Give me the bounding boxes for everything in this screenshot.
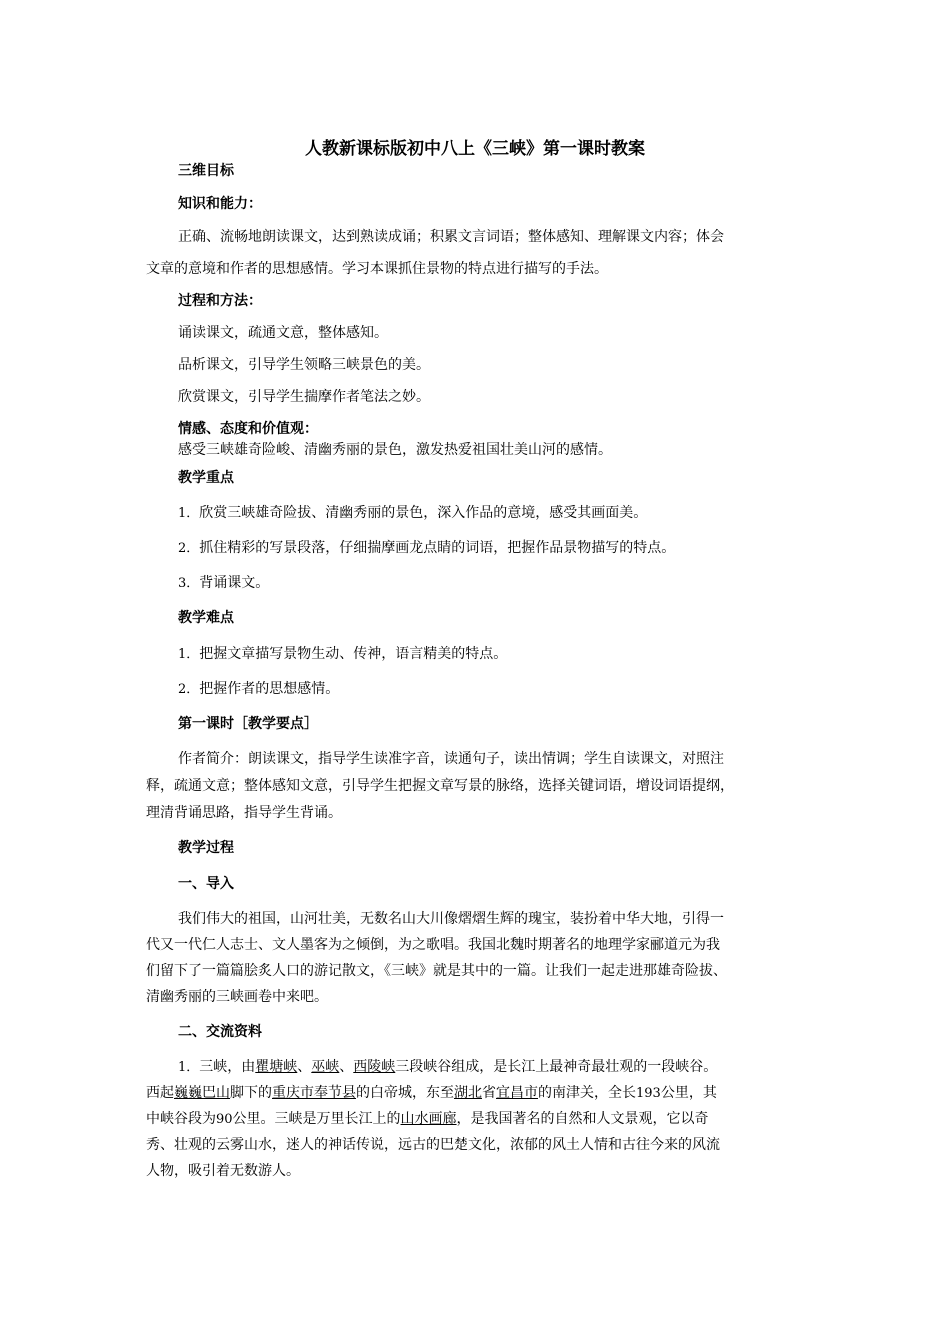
item-text: 抓住精彩的写景段落，仔细揣摩画龙点睛的词语，把握作品景物描写的特点。 bbox=[199, 540, 676, 556]
item-number: 1． bbox=[178, 647, 200, 662]
document-title: 人教新课标版初中八上《三峡》第一课时教案 bbox=[305, 139, 645, 159]
text-segment: 省 bbox=[482, 1085, 496, 1101]
link-yichang[interactable]: 宜昌市 bbox=[496, 1085, 538, 1101]
link-qutang-gorge[interactable]: 瞿塘峡 bbox=[255, 1059, 298, 1075]
item-text: 把握作者的思想感情。 bbox=[199, 681, 340, 697]
text-segment: 公里。三峡是万里长江上的 bbox=[232, 1111, 401, 1127]
materials-line-4: 秀、壮观的云雾山水，迷人的神话传说，远古的巴楚文化，浓郁的风土人情和古往今来的风流 bbox=[146, 1137, 720, 1153]
intro-line-2: 代又一代仁人志士、文人墨客为之倾倒，为之歌唱。我国北魏时期著名的地理学家郦道元为我 bbox=[146, 937, 720, 953]
heading-teaching-process: 教学过程 bbox=[178, 840, 234, 856]
difficulty-item-2 bbox=[178, 679, 339, 700]
materials-line-2 bbox=[146, 1083, 717, 1104]
text-segment: 的南津关，全长 bbox=[538, 1085, 636, 1101]
process-item-1: 诵读课文，疏通文意，整体感知。 bbox=[178, 325, 388, 341]
focus-item-3 bbox=[178, 573, 269, 594]
item-text: 欣赏三峡雄奇险拔、清幽秀丽的景色，深入作品的意境，感受其画面美。 bbox=[199, 505, 648, 521]
intro-line-3: 们留下了一篇篇脍炙人口的游记散文，《三峡》就是其中的一篇。让我们一起走进那雄奇险拔、 bbox=[146, 963, 727, 979]
text-segment: 公里，其 bbox=[660, 1085, 717, 1101]
text-segment: ，是我国著名的自然和人文景观，它以奇 bbox=[456, 1111, 709, 1127]
text-segment: 、 bbox=[297, 1059, 312, 1075]
focus-item-2 bbox=[178, 538, 675, 559]
heading-process-method: 过程和方法： bbox=[178, 293, 262, 309]
heading-knowledge-ability: 知识和能力： bbox=[178, 196, 262, 212]
heading-emotion-values: 情感、态度和价值观： bbox=[178, 421, 318, 437]
knowledge-line-2: 文章的意境和作者的思想感情。学习本课抓住景物的特点进行描写的手法。 bbox=[146, 261, 608, 277]
item-number: 2． bbox=[178, 682, 200, 697]
materials-line-5: 人物，吸引着无数游人。 bbox=[146, 1163, 300, 1179]
text-segment: 、 bbox=[339, 1059, 354, 1075]
text-segment: 西起 bbox=[146, 1085, 174, 1101]
key-points-line-1: 作者简介：朗读课文，指导学生读准字音，读通句子，读出情调；学生自读课文，对照注 bbox=[178, 751, 724, 767]
link-chongqing[interactable]: 重庆市 bbox=[272, 1085, 314, 1101]
heading-first-lesson: 第一课时［教学要点］ bbox=[178, 716, 318, 732]
link-wu-gorge[interactable]: 巫峡 bbox=[311, 1059, 340, 1075]
materials-line-3 bbox=[146, 1109, 709, 1130]
text-segment: 三段峡谷组成，是长江上最神奇最壮观的一段峡谷。 bbox=[395, 1059, 718, 1075]
text-segment: 三峡，由 bbox=[199, 1059, 256, 1075]
text-segment: 中峡谷段为 bbox=[146, 1111, 216, 1127]
text-segment: 的白帝城，东至 bbox=[356, 1085, 454, 1101]
item-number: 1． bbox=[178, 1060, 200, 1075]
link-xiling-gorge[interactable]: 西陵峡 bbox=[353, 1059, 396, 1075]
intro-line-4: 清幽秀丽的三峡画卷中来吧。 bbox=[146, 989, 328, 1005]
difficulty-item-1 bbox=[178, 644, 507, 665]
knowledge-line-1: 正确、流畅地朗读课文，达到熟读成诵；积累文言词语；整体感知、理解课文内容；体会 bbox=[178, 229, 724, 245]
heading-three-dimensional-goals: 三维目标 bbox=[178, 163, 234, 179]
item-text: 把握文章描写景物生动、传神，语言精美的特点。 bbox=[199, 646, 508, 662]
intro-line-1: 我们伟大的祖国，山河壮美，无数名山大川像熠熠生辉的瑰宝，装扮着中华大地，引得一 bbox=[178, 911, 724, 927]
item-number: 3． bbox=[178, 576, 200, 591]
text-segment: 脚下的 bbox=[230, 1085, 272, 1101]
heading-introduction: 一、导入 bbox=[178, 876, 234, 892]
heading-teaching-difficulty: 教学难点 bbox=[178, 610, 234, 626]
link-hubei[interactable]: 湖北 bbox=[454, 1085, 482, 1101]
link-landscape-gallery[interactable]: 山水画廊 bbox=[400, 1111, 457, 1127]
key-points-line-2: 释，疏通文意；整体感知文意，引导学生把握文章写景的脉络，选择关键词语，增设词语提纲， bbox=[146, 778, 734, 794]
length-number: 90 bbox=[216, 1112, 233, 1127]
item-number: 1． bbox=[178, 506, 200, 521]
heading-exchange-materials: 二、交流资料 bbox=[178, 1024, 262, 1040]
process-item-3: 欣赏课文，引导学生揣摩作者笔法之妙。 bbox=[178, 389, 430, 405]
key-points-line-3: 理清背诵思路，指导学生背诵。 bbox=[146, 805, 342, 821]
heading-teaching-focus: 教学重点 bbox=[178, 470, 234, 486]
process-item-2: 品析课文，引导学生领略三峡景色的美。 bbox=[178, 357, 430, 373]
item-text: 背诵课文。 bbox=[199, 575, 270, 591]
focus-item-1 bbox=[178, 503, 647, 524]
item-number: 2． bbox=[178, 541, 200, 556]
materials-line-1 bbox=[178, 1057, 717, 1078]
link-fengjie[interactable]: 奉节县 bbox=[314, 1085, 356, 1101]
emotion-line-1: 感受三峡雄奇险峻、清幽秀丽的景色，激发热爱祖国壮美山河的感情。 bbox=[178, 442, 612, 458]
link-bashan[interactable]: 巍巍巴山 bbox=[174, 1085, 230, 1101]
length-number: 193 bbox=[636, 1086, 661, 1101]
